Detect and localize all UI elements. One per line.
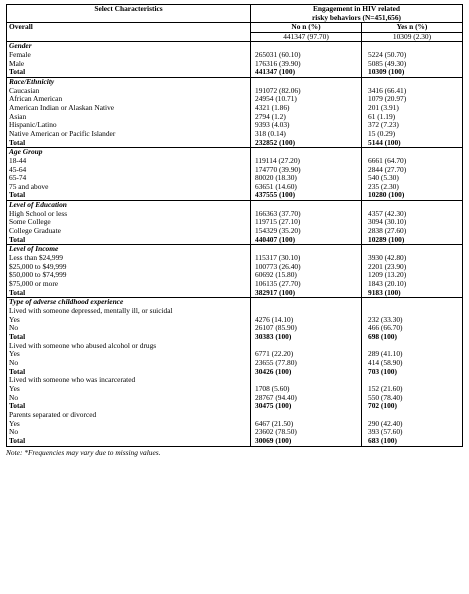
select-characteristics-header: Select Characteristics [7,5,251,23]
no-value: 176316 (39.90) [251,60,362,69]
no-value: 106135 (27.70) [251,280,362,289]
overall-no-value: 441347 (97.70) [251,32,362,42]
yes-value: 1843 (20.10) [362,280,463,289]
overall-row [7,23,463,33]
no-value: 1708 (5.60) [251,385,362,394]
row-label: Less than $24,999 [7,254,251,263]
yes-value: 550 (78.40) [362,394,463,403]
yes-value: 3094 (30.10) [362,218,463,227]
no-value: 119114 (27.20) [251,157,362,166]
yes-value: 2201 (23.90) [362,263,463,272]
row-label: Total [7,139,251,148]
yes-value: 5144 (100) [362,139,463,148]
section-title: Type of adverse childhood experience [7,298,251,307]
row-label: $25,000 to $49,999 [7,263,251,272]
yes-value: 414 (58.90) [362,359,463,368]
row-label: College Graduate [7,227,251,236]
table-container [6,4,462,457]
no-value: 154329 (35.20) [251,227,362,236]
no-value: 437555 (100) [251,191,362,200]
row-label: Caucasian [7,87,251,96]
row-label: No [7,394,251,403]
total-row [7,191,463,200]
overall-label: Overall [7,23,251,33]
row-label: Some College [7,218,251,227]
no-value: 441347 (100) [251,68,362,77]
yes-value: 15 (0.29) [362,130,463,139]
yes-value: 235 (2.30) [362,183,463,192]
yes-header: Yes n (%) [362,23,463,33]
total-row [7,236,463,245]
no-value: 4276 (14.10) [251,316,362,325]
engagement-header-line2: risky behaviors (N=451,656) [312,12,401,22]
row-label: Total [7,68,251,77]
yes-value: 5085 (49.30) [362,60,463,69]
no-value: 30069 (100) [251,437,362,446]
row-label: Parents separated or divorced [7,411,251,420]
row-label: No [7,359,251,368]
row-label: $75,000 or more [7,280,251,289]
no-value: 440407 (100) [251,236,362,245]
yes-value: 10289 (100) [362,236,463,245]
header-row [7,5,463,23]
no-value: 63651 (14.60) [251,183,362,192]
yes-value: 466 (66.70) [362,324,463,333]
section-title: Age Group [7,148,251,157]
no-value: 23655 (77.80) [251,359,362,368]
yes-value: 372 (7.23) [362,121,463,130]
yes-value: 4357 (42.30) [362,210,463,219]
yes-value: 2838 (27.60) [362,227,463,236]
overall-yes-value: 10309 (2.30) [362,32,463,42]
table-body [7,42,463,446]
no-value: 174770 (39.90) [251,166,362,175]
no-value: 30383 (100) [251,333,362,342]
yes-value: 698 (100) [362,333,463,342]
no-value: 60692 (15.80) [251,271,362,280]
yes-value: 540 (5.30) [362,174,463,183]
yes-value: 702 (100) [362,402,463,411]
yes-value: 1209 (13.20) [362,271,463,280]
yes-value: 290 (42.40) [362,420,463,429]
row-label: Native American or Pacific Islander [7,130,251,139]
row-label: Male [7,60,251,69]
section-title: Level of Education [7,201,251,210]
no-value: 191072 (82.06) [251,87,362,96]
no-header: No n (%) [251,23,362,33]
section-title: Race/Ethnicity [7,77,251,86]
yes-value: 703 (100) [362,368,463,377]
section-title: Gender [7,42,251,51]
row-label: Hispanic/Latino [7,121,251,130]
total-row [7,437,463,446]
yes-value: 152 (21.60) [362,385,463,394]
row-label: Lived with someone who was incarcerated [7,376,251,385]
engagement-header-line1: Engagement in HIV related [313,4,400,13]
table-note: Note: *Frequencies may vary due to missing values. [6,447,161,457]
no-value: 6467 (21.50) [251,420,362,429]
row-label: Total [7,191,251,200]
no-value: 26107 (85.90) [251,324,362,333]
row-label: Yes [7,385,251,394]
yes-value: 393 (57.60) [362,428,463,437]
row-label: $50,000 to $74,999 [7,271,251,280]
row-label: No [7,324,251,333]
overall-spacer [7,32,251,42]
section-title: Level of Income [7,245,251,254]
row-label: Total [7,368,251,377]
row-label: High School or less [7,210,251,219]
section-yes-cell [362,298,463,307]
engagement-header [251,5,463,23]
no-value: 30475 (100) [251,402,362,411]
row-label: Total [7,402,251,411]
yes-value: 10280 (100) [362,191,463,200]
row-label: 65-74 [7,174,251,183]
row-label: Total [7,437,251,446]
yes-value: 2844 (27.70) [362,166,463,175]
row-label: Yes [7,420,251,429]
row-label: Female [7,51,251,60]
row-label: Total [7,236,251,245]
no-value: 119715 (27.10) [251,218,362,227]
row-label: 18-44 [7,157,251,166]
yes-value: 232 (33.30) [362,316,463,325]
row-label: Yes [7,350,251,359]
no-value: 23602 (78.50) [251,428,362,437]
no-value: 318 (0.14) [251,130,362,139]
yes-value: 5224 (50.70) [362,51,463,60]
no-value: 4321 (1.86) [251,104,362,113]
no-value: 382917 (100) [251,289,362,298]
no-value: 232852 (100) [251,139,362,148]
row-label: Total [7,333,251,342]
no-value: 24954 (10.71) [251,95,362,104]
row-label: Asian [7,113,251,122]
no-value: 100773 (26.40) [251,263,362,272]
no-value: 2794 (1.2) [251,113,362,122]
overall-values-row [7,32,463,42]
row-label: American Indian or Alaskan Native [7,104,251,113]
yes-value: 9183 (100) [362,289,463,298]
yes-value: 3416 (66.41) [362,87,463,96]
row-label: African American [7,95,251,104]
row-label: 45-64 [7,166,251,175]
no-value: 28767 (94.40) [251,394,362,403]
row-label: Total [7,289,251,298]
yes-value: 61 (1.19) [362,113,463,122]
yes-value: 10309 (100) [362,68,463,77]
yes-value: 3930 (42.80) [362,254,463,263]
no-value: 265031 (60.10) [251,51,362,60]
no-value: 80020 (18.30) [251,174,362,183]
no-value: 115317 (30.10) [251,254,362,263]
no-value: 166363 (37.70) [251,210,362,219]
yes-value: 683 (100) [362,437,463,446]
row-label: Lived with someone who abused alcohol or drugs [7,342,251,351]
no-value: 30426 (100) [251,368,362,377]
no-value: 9393 (4.03) [251,121,362,130]
row-label: No [7,428,251,437]
row-label: 75 and above [7,183,251,192]
yes-value: 201 (3.91) [362,104,463,113]
characteristics-table [6,4,463,447]
row-label: Yes [7,316,251,325]
row-label: Lived with someone depressed, mentally ill, or suicidal [7,307,251,316]
total-row [7,68,463,77]
yes-value: 1079 (20.97) [362,95,463,104]
yes-value: 6661 (64.70) [362,157,463,166]
section-no-cell [251,298,362,307]
yes-value: 289 (41.10) [362,350,463,359]
no-value: 6771 (22.20) [251,350,362,359]
total-row [7,139,463,148]
